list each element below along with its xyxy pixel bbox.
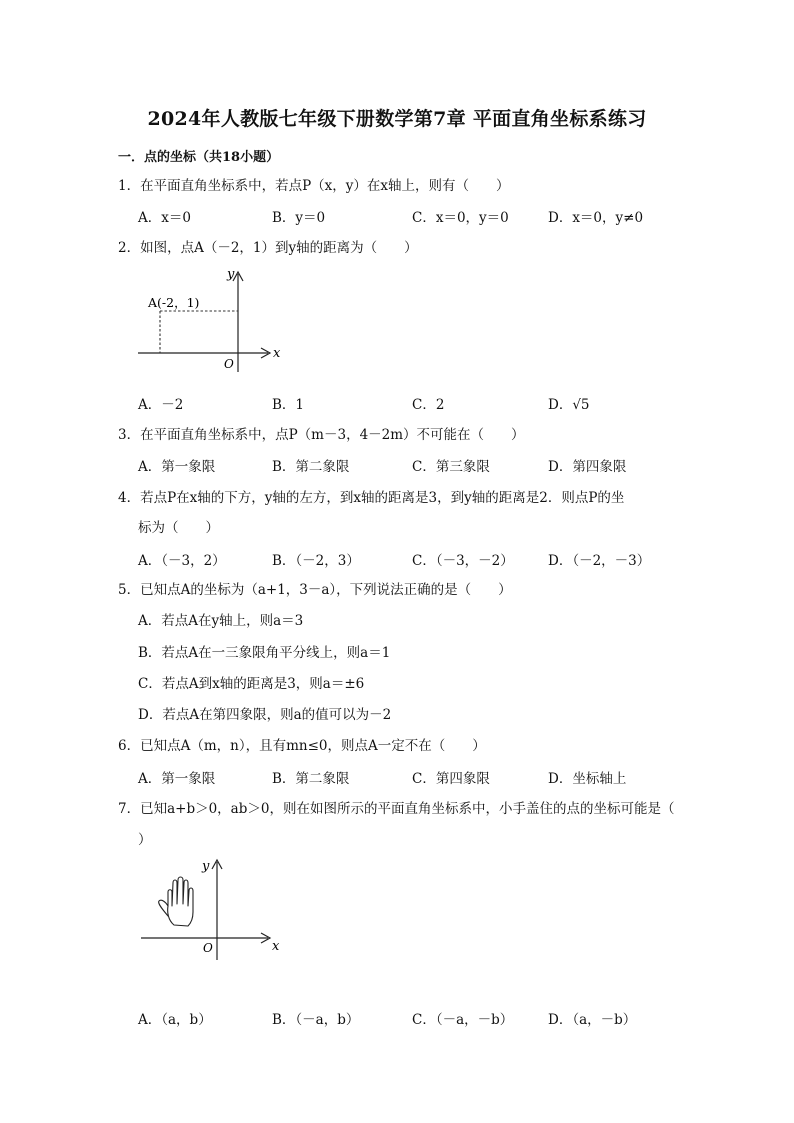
question-3-options: [138, 455, 698, 475]
hand-icon: [159, 877, 193, 926]
option-a[interactable]: A．x＝0: [138, 210, 191, 226]
option-c[interactable]: C．x＝0，y＝0: [412, 210, 509, 226]
question-4-stem-continued: 标为（ ）: [138, 520, 219, 536]
option-a[interactable]: A．（a，b）: [138, 1012, 212, 1028]
question-7-coordinate-figure: [135, 852, 285, 962]
option-b[interactable]: B．第二象限: [272, 771, 350, 787]
option-a[interactable]: A．第一象限: [138, 459, 216, 475]
option-d[interactable]: D．（－2，－3）: [548, 553, 651, 569]
option-b[interactable]: B．1: [272, 397, 305, 413]
document-title: 2024年人教版七年级下册数学第7章 平面直角坐标系练习: [147, 108, 647, 130]
question-6-options: [138, 767, 698, 787]
option-c[interactable]: C．第四象限: [412, 771, 490, 787]
option-d[interactable]: D．x＝0，y≠0: [548, 210, 644, 226]
section-heading: 一．点的坐标（共18小题）: [118, 150, 280, 165]
option-b[interactable]: B．第二象限: [272, 459, 350, 475]
option-b[interactable]: B．若点A在一三象限角平分线上，则a＝1: [138, 645, 391, 661]
option-c[interactable]: C．若点A到x轴的距离是3，则a＝±6: [138, 676, 365, 692]
option-c[interactable]: C．2: [412, 397, 445, 413]
option-a[interactable]: A．（－3，2）: [138, 553, 226, 569]
question-2-coordinate-figure: [130, 262, 290, 380]
question-1-stem: 1．在平面直角坐标系中，若点P（x，y）在x轴上，则有（ ）: [118, 178, 510, 194]
point-a-label: A(-2，1): [148, 295, 200, 310]
question-2-options: [138, 393, 698, 413]
question-4-options: [138, 549, 698, 569]
origin-label: O: [224, 357, 234, 371]
origin-label: O: [203, 941, 213, 955]
option-d[interactable]: D．坐标轴上: [548, 771, 627, 787]
y-axis-label: y: [227, 267, 235, 282]
option-d[interactable]: D．第四象限: [548, 459, 627, 475]
option-a[interactable]: A．－2: [138, 397, 184, 413]
question-7-stem-continued: ）: [138, 832, 152, 848]
question-6-stem: 6．已知点A（m，n），且有mn≤0，则点A一定不在（ ）: [118, 738, 486, 754]
question-2-stem: 2．如图，点A（－2，1）到y轴的距离为（ ）: [118, 240, 418, 256]
x-axis-label: x: [273, 346, 281, 361]
question-5-stem: 5．已知点A的坐标为（a+1，3－a），下列说法正确的是（ ）: [118, 582, 512, 598]
option-d[interactable]: D．若点A在第四象限，则a的值可以为－2: [138, 707, 392, 723]
option-c[interactable]: C．（－a，－b）: [412, 1012, 514, 1028]
option-b[interactable]: B．（－a，b）: [272, 1012, 360, 1028]
question-7-stem: 7．已知a+b＞0，ab＞0，则在如图所示的平面直角坐标系中，小手盖住的点的坐标可能是（: [118, 801, 675, 817]
y-axis-label: y: [202, 859, 210, 874]
question-7-options: [138, 1008, 698, 1028]
x-axis-label: x: [272, 939, 280, 954]
question-1-options: [138, 206, 698, 226]
option-b[interactable]: B．y＝0: [272, 210, 326, 226]
option-a[interactable]: A．若点A在y轴上，则a＝3: [138, 613, 304, 629]
option-d[interactable]: D．（a，－b）: [548, 1012, 637, 1028]
question-4-stem: 4．若点P在x轴的下方，y轴的左方，到x轴的距离是3，到y轴的距离是2．则点P的坐: [118, 490, 625, 506]
question-3-stem: 3．在平面直角坐标系中，点P（m－3，4－2m）不可能在（ ）: [118, 427, 525, 443]
option-c[interactable]: C．第三象限: [412, 459, 490, 475]
option-b[interactable]: B．（－2，3）: [272, 553, 360, 569]
option-a[interactable]: A．第一象限: [138, 771, 216, 787]
option-d[interactable]: D．√5: [548, 397, 590, 413]
option-c[interactable]: C．（－3，－2）: [412, 553, 514, 569]
